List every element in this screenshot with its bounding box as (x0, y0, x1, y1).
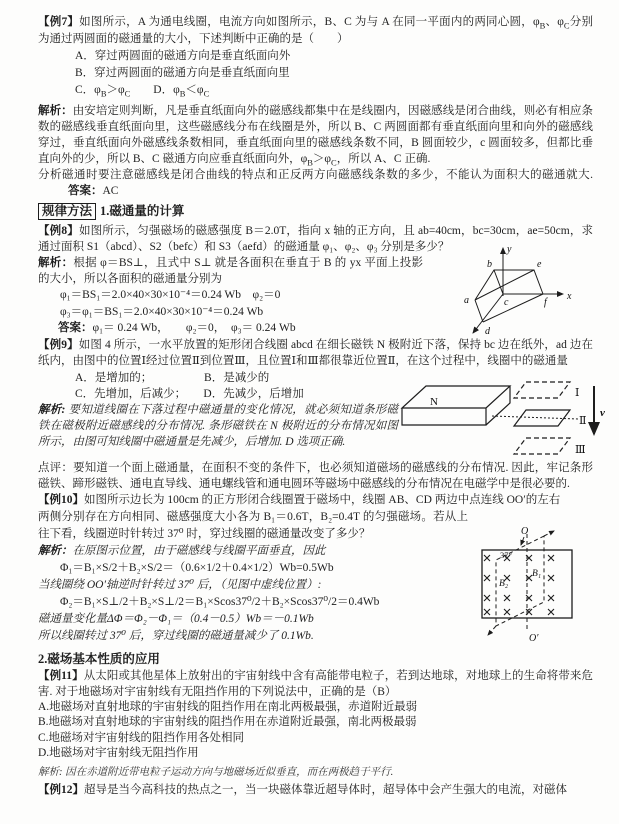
remark-label: 点评： (38, 461, 74, 474)
answer-label: 答案： (68, 185, 103, 197)
example8-label: 【例8】 (38, 225, 79, 237)
solution-text: 在原图示位置，由于磁感线与线圈平面垂直，因此 (72, 544, 326, 557)
option-d-compare: ＜φ (185, 84, 204, 96)
phi-c-subscript: C (331, 157, 337, 168)
rotation-direction-arrow-bottom (488, 626, 496, 635)
example10-formula-1: Φ₁＝B₁×S/2＋B₂×S/2＝（0.6×1/2＋0.4×1/2）Wb=0.5Wb (60, 561, 334, 574)
phi-b-subscript: B (307, 157, 313, 168)
section1-header (38, 201, 593, 220)
rotation-direction-arrow-top (544, 531, 554, 536)
figure-example10-square-coil (474, 524, 614, 674)
position-2-label: Ⅱ (579, 415, 587, 427)
example10-formula-2: Φ₂＝B₁×S⊥/2＋B₂×S⊥/2＝B₁×Scos37⁰/2＋B₂×Scos37⁰/2＝0.4Wb (60, 595, 380, 608)
example7-text-3: 分别为通过两圆面的磁通量的大小，下述判断中正确的是（ ） (38, 16, 594, 45)
example10-text-1: 如图所示边长为 100cm 的正方形闭合线圈置于磁场中，线圈 AB、CD 两边中点连线 OO′的左右 (84, 493, 561, 506)
example11-text: 从太阳或其他星体上放射出的宇宙射线中含有高能带电粒子，若到达地球，对地球上的生命将带来危害. 对于地磁场对宇宙射线有无阻挡作用的下列说法中，正确的是（B） (38, 669, 593, 698)
box-edges (475, 270, 543, 322)
example11-option-c: C.地磁场对宇宙射线的阻挡作用各处相同 (38, 731, 245, 744)
example10-step-2: 当线圈绕 OO′轴逆时针转过 37⁰ 后，（见图中虚线位置）: (38, 578, 322, 591)
example10-problem-line1 (38, 492, 593, 509)
example11-label: 【例11】 (38, 669, 84, 682)
example12-text: 超导是当今高科技的热点之一，当一块磁体靠近超导体时，超导体中会产生强大的电流，对磁体 (84, 783, 567, 796)
example10-delta-flux: 磁通量变化量ΔΦ＝Φ₂－Φ₁＝（0.4－0.5）Wb＝－0.1Wb (38, 612, 314, 625)
comment-text: 分析磁通时要注意磁感线是闭合曲线的特点和正反两方向磁感线条数的多少，不能认为面积大的磁通就大. (38, 169, 593, 181)
phi-c-subscript: C (124, 88, 131, 99)
example10-label: 【例10】 (38, 493, 84, 506)
option-d-text: D．φ (130, 84, 180, 96)
example11-option-b: B.地磁场对直射地球的宇宙射线的阻挡作用在赤道附近最强，南北两极最弱 (38, 716, 417, 728)
vertex-c-label: c (504, 297, 509, 308)
example11-solution (38, 765, 593, 780)
solution-text-2: ，所以 A、C 正确. (336, 153, 431, 165)
solution-label: 解析： (38, 257, 74, 269)
phi-b-subscript: B (179, 88, 186, 99)
solution-text: 要知道线圈在下落过程中磁通量的变化情况，就必须知道条形磁铁在磁极附近磁感线的分布情况. 条形磁铁在 N 极附近的分布情况如图所示，由图可知线圈中磁通量是先减少，后增加. D 选项正确. (38, 403, 398, 448)
example12-problem (38, 782, 593, 798)
loop-position-1 (514, 382, 570, 398)
loop-position-3 (514, 438, 570, 454)
example8-formula-2: φ₃＝φ₁＝BS₁＝2.0×40×30×10⁻⁴＝0.24 Wb (60, 305, 264, 318)
example9-solution (38, 402, 398, 450)
example10-conclusion: 所以线圈转过 37⁰ 后，穿过线圈的磁通量减少了 0.1Wb. (38, 629, 314, 642)
field-b2-label: B₂ (499, 579, 509, 589)
solution-label: 解析: (38, 766, 63, 778)
position-3-label: Ⅲ (575, 444, 586, 456)
example9-option-ab: A．是增加的； B．是减少的 (75, 371, 270, 384)
axis-top-arrow (521, 537, 524, 545)
position-1-label: Ⅰ (575, 387, 580, 399)
vertex-b-label: b (487, 259, 492, 270)
method-box-label: 规律方法 (38, 203, 96, 220)
section1-title: 1.磁通量的计算 (100, 204, 185, 218)
phi-c-subscript: C (203, 88, 210, 99)
section2-title: 2.磁场基本性质的应用 (38, 651, 160, 666)
example9-label: 【例9】 (38, 338, 79, 351)
example7-option-a: A．穿过两圆面的磁通方向是垂直纸面向外 (75, 50, 291, 62)
solution-label: 解析： (38, 105, 73, 117)
solution-text: 根据 φ＝BS⊥，且式中 S⊥ 就是各面积在垂直于 B 的 yx 平面上投影的大小，所以各面积的磁通量分别为 (38, 257, 424, 285)
example8-solution (38, 255, 423, 287)
figure-example9-magnet-loops (394, 378, 614, 464)
example7-option-b: B．穿过两圆面的磁通方向是垂直纸面向里 (75, 67, 290, 79)
rotation-angle-label: 37° (500, 550, 512, 560)
example10-solution-intro (38, 543, 468, 560)
figure-example8-3d-box (458, 238, 613, 343)
phi-b-subscript: B (100, 88, 107, 99)
example7-problem (38, 14, 593, 48)
example9-option-cd: C．先增加，后减少； D．先减少，后增加 (75, 387, 304, 400)
example8-text: 如图所示，匀强磁场的磁感强度 B＝2.0T，指向 x 轴的正方向，且 ab=40cm，bc=30cm，ae=50cm，求通过面积 S1（abcd）、S2（befc）和 S3（aefd）的磁通量 φ₁、φ₂、φ₃ 分别是多少？ (38, 225, 594, 253)
phi-b-subscript: B (539, 20, 546, 31)
example11-option-d: D.地磁场对宇宙射线无阻挡作用 (38, 747, 199, 759)
example7-solution (38, 103, 593, 167)
axis-bottom-label: O′ (529, 633, 539, 644)
y-axis-label: y (507, 244, 512, 255)
option-c-compare: ＞φ (106, 84, 125, 96)
field-b1-label: B₁ (532, 569, 542, 579)
bar-magnet (402, 386, 510, 425)
example10-problem-line2: 两侧分别存在方向相同、磁感强度大小各为 B₁＝0.6T，B₂=0.4T 的匀强磁场。若从上往下看，线圈逆时针转过 37⁰ 时，穿过线圈的磁通量改变了多少？ (38, 510, 468, 540)
axis-top-label: O (521, 526, 529, 537)
solution-label: 解析: (38, 403, 66, 416)
example7-option-cd (38, 82, 593, 99)
x-axis-label: x (567, 291, 572, 302)
example9-text: 如图 4 所示，一水平放置的矩形闭合线圈 abcd 在细长磁铁 N 极附近下落，保持 bc 边在纸外，ad 边在纸内，由图中的位置Ⅰ经过位置Ⅱ到位置Ⅲ，且位置Ⅰ和Ⅲ都很靠近位置Ⅱ，在这个过程中，线圈中的磁通量 (38, 338, 594, 367)
option-c-text: C．φ (75, 84, 101, 96)
vertex-a-label: a (464, 295, 469, 306)
example7-text-2: 、φ (545, 16, 564, 28)
solution-text-1: 由安培定则判断，凡是垂直纸面向外的磁感线都集中在是线圈内，因磁感线是闭合曲线，则必有相应条数的磁感线垂直纸面向里，这些磁感线分布在线圈是外，所以 B、C 两圆面都有垂直纸面向里和向外的磁感线穿过，垂直纸面向外磁感线条数相同，垂直纸面向里的磁感线条数不同，B 圆面较少，c 圆面较多，但都比垂直向外的少，所以 B、C 磁通方向应垂直纸面向外，φ (38, 105, 594, 165)
remark-paragraph (38, 460, 593, 492)
solution-text: 因在赤道附近带电粒子运动方向与地磁场近似垂直，而在两极趋于平行. (65, 766, 394, 778)
remark-text: 要知道一个面上磁通量，在面积不变的条件下，也必须知道磁场的磁感线的分布情况. 因此，牢记条形磁铁、蹄形磁铁、通电直导线、通电螺线管和通电圆环等磁场中磁感线的分布情况在电磁学中是很必要的. (38, 461, 593, 490)
example7-comment-answer (38, 167, 593, 199)
example7-label: 【例7】 (38, 16, 80, 28)
velocity-label: v (600, 407, 605, 419)
example7-text-1: 如图所示，A 为通电线圈，电流方向如图所示，B、C 为与 A 在同一平面内的两同心圆，φ (79, 16, 540, 28)
answer-label: 答案： (58, 322, 93, 334)
answer-value: AC (102, 185, 119, 197)
vertex-d-label: d (485, 326, 490, 337)
north-pole-label: N (430, 396, 438, 408)
example12-label: 【例12】 (38, 783, 84, 796)
example8-formula-1: φ₁＝BS₁＝2.0×40×30×10⁻⁴＝0.24 Wb φ₂＝0 (60, 289, 281, 301)
vertex-f-label: f (544, 297, 547, 308)
example11-option-a: A.地磁场对直射地球的宇宙射线的阻挡作用在南北两极最强，赤道附近最弱 (38, 700, 418, 713)
solution-label: 解析： (38, 544, 73, 557)
answer-value: φ₁＝ 0.24 Wb， φ₂＝0， φ₃＝ 0.24 Wb (92, 322, 296, 334)
solution-compare: ＞φ (312, 153, 332, 165)
vertex-e-label: e (537, 259, 542, 270)
phi-c-subscript: C (563, 20, 570, 31)
